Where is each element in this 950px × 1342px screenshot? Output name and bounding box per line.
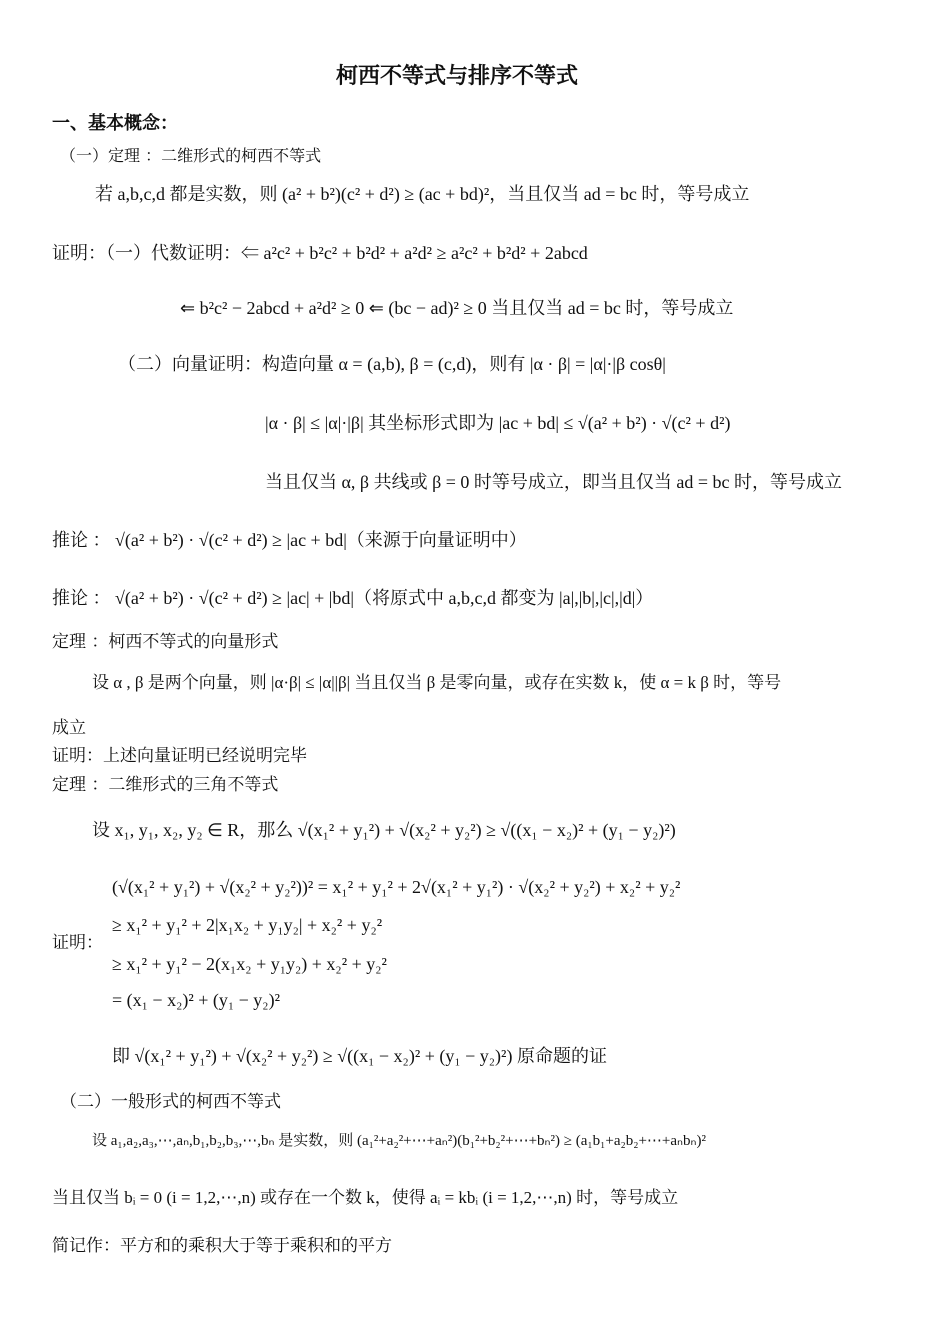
text-line: = (x₁ − x₂)² + (y₁ − y₂)²: [112, 990, 280, 1010]
text-line: 当且仅当 bᵢ = 0 (i = 1,2,⋯,n) 或存在一个数 k，使得 aᵢ = kbᵢ (i = 1,2,⋯,n) 时，等号成立: [52, 1188, 679, 1207]
text-line: (√(x₁² + y₁²) + √(x₂² + y₂²))² = x₁² + y₁² + 2√(x₁² + y₁²) · √(x₂² + y₂²) + x₂² + y₂²: [112, 877, 681, 897]
text-line: ≥ x₁² + y₁² − 2(x₁x₂ + y₁y₂) + x₂² + y₂²: [112, 954, 387, 974]
text-line: 设 a₁,a₂,a₃,⋯,aₙ,b₁,b₂,b₃,⋯,bₙ 是实数，则 (a₁²+a₂²+⋯+aₙ²)(b₁²+b₂²+⋯+bₙ²) ≥ (a₁b₁+a₂b₂+⋯+aₙbₙ)²: [92, 1133, 706, 1149]
section-heading: 一、基本概念：: [52, 113, 178, 134]
text-line: （二）向量证明：构造向量 α = (a,b), β = (c,d)，则有 |α · β| = |α|·|β cosθ|: [118, 354, 666, 374]
text-line: ≥ x₁² + y₁² + 2|x₁x₂ + y₁y₂| + x₂² + y₂²: [112, 915, 383, 935]
text-line: 推论 ： √(a² + b²) · √(c² + d²) ≥ |ac| + |bd|（将原式中 a,b,c,d 都变为 |a|,|b|,|c|,|d|）: [52, 588, 654, 608]
text-line: 当且仅当 α, β 共线或 β = 0 时等号成立，即当且仅当 ad = bc 时，等号成立: [265, 472, 843, 492]
page-title: 柯西不等式与排序不等式: [336, 64, 579, 89]
text-line: 若 a,b,c,d 都是实数，则 (a² + b²)(c² + d²) ≥ (ac + bd)²，当且仅当 ad = bc 时，等号成立: [95, 184, 750, 204]
text-line: （一）定理 ：二维形式的柯西不等式: [60, 146, 322, 165]
text-line: 设 x₁, y₁, x₂, y₂ ∈ R，那么 √(x₁² + y₁²) + √(x₂² + y₂²) ≥ √((x₁ − x₂)² + (y₁ − y₂)²): [92, 820, 676, 840]
text-line: 证明：: [52, 933, 103, 953]
text-line: 定理 ：柯西不等式的向量形式: [52, 632, 279, 652]
text-line: ⇐ b²c² − 2abcd + a²d² ≥ 0 ⇐ (bc − ad)² ≥ 0 当且仅当 ad = bc 时，等号成立: [180, 298, 734, 318]
text-line: 即 √(x₁² + y₁²) + √(x₂² + y₂²) ≥ √((x₁ − x₂)² + (y₁ − y₂)²) 原命题的证: [112, 1046, 607, 1066]
text-line: 成立: [52, 718, 86, 738]
text-line: 定理 ：二维形式的三角不等式: [52, 775, 279, 795]
text-line: 证明：上述向量证明已经说明完毕: [52, 746, 307, 766]
text-line: （二）一般形式的柯西不等式: [60, 1092, 281, 1112]
text-line: |α · β| ≤ |α|·|β| 其坐标形式即为 |ac + bd| ≤ √(a² + b²) · √(c² + d²): [265, 413, 731, 433]
text-line: 设 α , β 是两个向量，则 |α·β| ≤ |α||β| 当且仅当 β 是零向量，或存在实数 k，使 α = k β 时，等号: [92, 673, 782, 692]
text-line: 推论 ： √(a² + b²) · √(c² + d²) ≥ |ac + bd|（来源于向量证明中）: [52, 530, 527, 550]
text-line: 简记作：平方和的乘积大于等于乘积和的平方: [52, 1236, 392, 1256]
text-line: 证明：（一）代数证明：⇐ a²c² + b²c² + b²d² + a²d² ≥ a²c² + b²d² + 2abcd: [52, 243, 588, 263]
